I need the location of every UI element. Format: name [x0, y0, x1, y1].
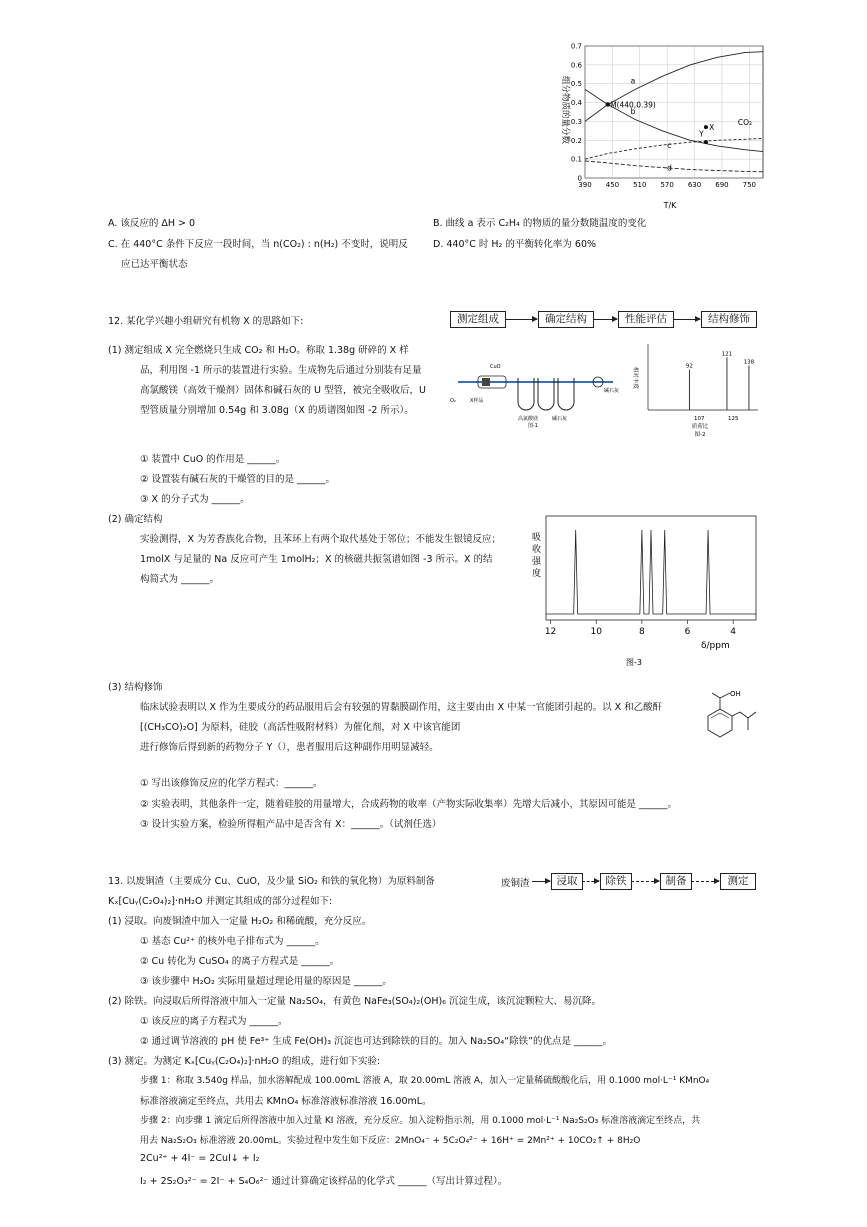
chart-xlabel: T/K	[663, 201, 677, 210]
chart-x-tick: 570	[660, 181, 674, 189]
svg-text:吸: 吸	[532, 533, 542, 543]
svg-text:图-3: 图-3	[626, 658, 642, 667]
chart-label-y: Y	[699, 129, 704, 139]
svg-text:107: 107	[694, 416, 705, 422]
q11-option-d: D. 440°C 时 H₂ 的平衡转化率为 60%	[433, 239, 597, 250]
q13-p3: (3) 测定。为测定 Kₓ[Cuᵧ(C₂O₄)₂]·nH₂O 的组成，进行如下实验:	[108, 1056, 381, 1067]
chart-label-co2: CO₂	[737, 118, 753, 128]
chart-point-y	[704, 140, 708, 144]
chart-series-b	[585, 89, 763, 151]
q12-p1-line2: 品，利用图 -1 所示的装置进行实验。生成物先后通过分别装有足量	[140, 365, 422, 376]
q13-stem2: Kₓ[Cuᵧ(C₂O₄)₂]·nH₂O 并测定其组成的部分过程如下:	[108, 896, 333, 907]
q13-step2-line1: 步骤 2：向步骤 1 滴定后所得溶液中加入过量 KI 溶液，充分反应。加入淀粉指示剂，用 0.1000 mol·L⁻¹ Na₂S₂O₃ 标准溶液滴定至终点，共	[140, 1116, 701, 1126]
flow-box-2: 确定结构	[538, 311, 594, 328]
flow-arrow	[691, 881, 719, 882]
flow-box-1: 测定组成	[450, 311, 506, 328]
nmr-tick-label: 8	[639, 627, 645, 637]
svg-text:高氯酸镁: 高氯酸镁	[518, 416, 539, 422]
ms-peak-label: 92	[685, 363, 693, 370]
chart-y-tick: 0.2	[570, 136, 582, 145]
q13-sub1-2: ② Cu 转化为 CuSO₄ 的离子方程式是 ______。	[140, 956, 340, 967]
chart-y-tick: 0.7	[570, 42, 582, 51]
chart-x-tick: 690	[715, 181, 729, 189]
cuo-tube	[482, 378, 490, 386]
nmr-tick-label: 10	[590, 627, 602, 637]
q13-p1: (1) 浸取。向废铜渣中加入一定量 H₂O₂ 和稀硫酸，充分反应。	[108, 916, 372, 927]
flow-arrow	[505, 319, 537, 320]
q12-p1-line4: 型管质量分别增加 0.54g 和 3.08g（X 的质谱图如图 -2 所示）。	[140, 405, 414, 416]
q12-p3-line2: [(CH₃CO)₂O] 为原料，硅胶（高活性吸附材料）为催化剂，对 X 中该官能团	[140, 722, 461, 733]
svg-text:125: 125	[728, 416, 739, 422]
nmr-tick-label: 6	[684, 627, 691, 637]
q12-sub1-2: ② 设置装有碱石灰的干燥管的目的是 ______。	[140, 474, 336, 485]
q11-option-b: B. 曲线 a 表示 C₂H₄ 的物质的量分数随温度的变化	[433, 218, 647, 229]
flow-start-label: 废铜渣	[501, 878, 530, 889]
q11-option-a: A. 该反应的 ΔH > 0	[108, 218, 196, 229]
svg-text:强: 强	[532, 557, 542, 567]
struct-oh-label: OH	[730, 690, 741, 698]
svg-text:质荷比: 质荷比	[691, 424, 709, 430]
structure-y	[690, 690, 770, 760]
q13-step1-line1: 步骤 1：称取 3.540g 样品，加水溶解配成 100.00mL 溶液 A，取 20.00mL 溶液 A，加入一定量稀硫酸酸化后，用 0.1000 mol·L⁻¹ KMnO₄	[140, 1076, 710, 1086]
q12-sub3-3: ③ 设计实验方案，检验所得粗产品中是否含有 X：______。（试剂任选）	[140, 819, 442, 830]
q13-sub2-1: ① 该反应的离子方程式为 ______。	[140, 1016, 288, 1027]
flow-box-3: 性能评估	[618, 311, 674, 328]
q12-sub1-1: ① 装置中 CuO 的作用是 ______。	[140, 454, 286, 465]
q13-flow-box-1: 浸取	[551, 873, 583, 890]
svg-text:碱石灰: 碱石灰	[552, 416, 568, 422]
svg-text:图-1: 图-1	[528, 423, 538, 428]
chart-x-tick: 630	[687, 181, 702, 189]
nmr-tick-label: 4	[730, 627, 737, 637]
q12-p1-line1: (1) 测定组成 X 完全燃烧只生成 CO₂ 和 H₂O。称取 1.38g 研碎的 X 样	[108, 345, 409, 356]
chart-label-x: X	[709, 123, 715, 133]
q13-eq2: 2Cu²⁺ + 4I⁻ = 2CuI↓ + I₂	[140, 1153, 260, 1164]
chart-x-tick: 450	[605, 181, 620, 189]
q13-flow-box-3: 制备	[660, 873, 692, 890]
q13-flow-box-4: 测定	[720, 873, 756, 890]
chart-label-b: b	[630, 106, 636, 116]
q12-p2-line3: 构简式为 ______。	[140, 574, 220, 585]
q12-p2-line2: 1molX 与足量的 Na 反应可产生 1molH₂；X 的核磁共振氢谱如图 -3 所示。X 的结	[140, 554, 493, 565]
chart-y-tick: 0.6	[570, 61, 582, 70]
q13-step2-line2: 用去 Na₂S₂O₃ 标准溶液 20.00mL。实验过程中发生如下反应：2MnO₄⁻ + 5C₂O₄²⁻ + 16H⁺ = 2Mn²⁺ + 10CO₂↑ + 8H₂O	[140, 1136, 641, 1146]
q13-p2: (2) 除铁。向浸取后所得溶液中加入一定量 Na₂SO₄，有黄色 NaFe₃(SO₄)₂(OH)₆ 沉淀生成，该沉淀颗粒大、易沉降。	[108, 996, 601, 1007]
nmr-tick-label: 12	[544, 627, 557, 637]
chart-label-m: M(440,0.39)	[610, 100, 656, 110]
svg-text:X样品: X样品	[470, 398, 484, 404]
flow-box-4: 结构修饰	[701, 311, 757, 328]
q12-sub3-2: ② 实验表明，其他条件一定，随着硅胶的用量增大，合成药物的收率（产物实际收集率）先增大后减小，其原因可能是 ______。	[140, 799, 678, 810]
flow-arrow	[532, 881, 550, 882]
q13-flow-box-2: 除铁	[600, 873, 632, 890]
q13-sub2-2: ② 通过调节溶液的 pH 使 Fe³⁺ 生成 Fe(OH)₃ 沉淀也可达到除铁的目的。加入 Na₂SO₄“除铁”的优点是 ______。	[140, 1036, 613, 1047]
q12-p3-line1: 临床试验表明以 X 作为生要成分的药品服用后会有较强的胃黏膜副作用，这主要由由 X 中某一官能团引起的。以 X 和乙酸酐	[140, 702, 663, 713]
equilibrium-chart	[545, 40, 775, 215]
chart-point-x	[704, 125, 708, 129]
chart-y-tick: 0.3	[570, 117, 582, 126]
q11-option-c-cont: 应已达平衡状态	[121, 259, 188, 270]
svg-text:O₂: O₂	[450, 398, 456, 404]
q13-step1-line2: 标准溶液滴定至终点，共用去 KMnO₄ 标准溶液标准溶液 16.00mL。	[140, 1096, 432, 1107]
chart-x-tick: 390	[578, 181, 592, 189]
chart-y-tick: 0.1	[570, 155, 582, 164]
flow-arrow	[582, 881, 599, 882]
svg-text:CuO: CuO	[490, 364, 501, 370]
q12-p1-line3: 高氯酸镁（高效干燥剂）固体和碱石灰的 U 型管，被完全吸收后，U	[140, 385, 426, 396]
q12-stem: 12. 某化学兴趣小组研究有机物 X 的思路如下:	[108, 316, 304, 327]
flow-arrow	[631, 881, 659, 882]
q12-sub1-3: ③ X 的分子式为 ______。	[140, 494, 250, 505]
chart-series-a	[585, 52, 763, 122]
q12-p3-title: (3) 结构修饰	[108, 682, 163, 693]
chart-series-d	[585, 161, 763, 172]
svg-text:收: 收	[532, 545, 542, 555]
chart-label-d: d	[667, 163, 672, 173]
svg-text:碱石灰: 碱石灰	[604, 388, 620, 394]
chart-x-tick: 750	[742, 181, 756, 189]
ms-peak-label: 138	[743, 359, 755, 366]
q12-p2-title: (2) 确定结构	[108, 514, 163, 525]
apparatus-figure	[448, 358, 628, 428]
svg-text:图-2: 图-2	[694, 432, 706, 438]
q13-eq3: I₂ + 2S₂O₃²⁻ = 2I⁻ + S₄O₆²⁻ 通过计算确定该样品的化学式 ______（写出计算过程）。	[140, 1176, 508, 1187]
chart-x-tick: 510	[633, 181, 647, 189]
chart-y-tick: 0	[577, 174, 582, 183]
q13-sub1-1: ① 基态 Cu²⁺ 的核外电子排布式为 ______。	[140, 936, 325, 947]
chart-y-tick: 0.5	[570, 80, 582, 89]
chart-label-c: c	[667, 140, 672, 150]
chart-y-tick: 0.4	[570, 99, 582, 108]
q12-p3-line3: 进行修饰后得到新的药物分子 Y（），患者服用后这种副作用明显减轻。	[140, 742, 439, 753]
svg-text:δ/ppm: δ/ppm	[701, 641, 730, 651]
flow-arrow	[593, 319, 617, 320]
q12-sub3-1: ① 写出该修饰反应的化学方程式：______。	[140, 778, 323, 789]
nmr-spectrum	[526, 510, 766, 670]
chart-ylabel: 组分物质的量分数	[560, 75, 570, 145]
ms-peak-label: 121	[721, 351, 733, 358]
svg-text:度: 度	[532, 569, 542, 579]
q11-option-c: C. 在 440°C 条件下反应一段时间，当 n(CO₂) : n(H₂) 不变时，说明反	[108, 239, 408, 250]
q13-stem1: 13. 以废铜渣（主要成分 Cu、CuO，及少量 SiO₂ 和铁的氧化物）为原料制备	[108, 876, 435, 887]
chart-plot-area	[585, 46, 763, 178]
svg-text:相对丰度: 相对丰度	[632, 366, 638, 390]
chart-label-a: a	[630, 76, 636, 86]
q12-p2-line1: 实验测得，X 为芳香族化合物，且苯环上有两个取代基处于邻位；不能发生银镜反应；	[140, 534, 502, 545]
flow-arrow	[673, 319, 700, 320]
q13-sub1-3: ③ 该步骤中 H₂O₂ 实际用量超过理论用量的原因是 ______。	[140, 976, 392, 987]
mass-spectrum	[628, 338, 766, 438]
